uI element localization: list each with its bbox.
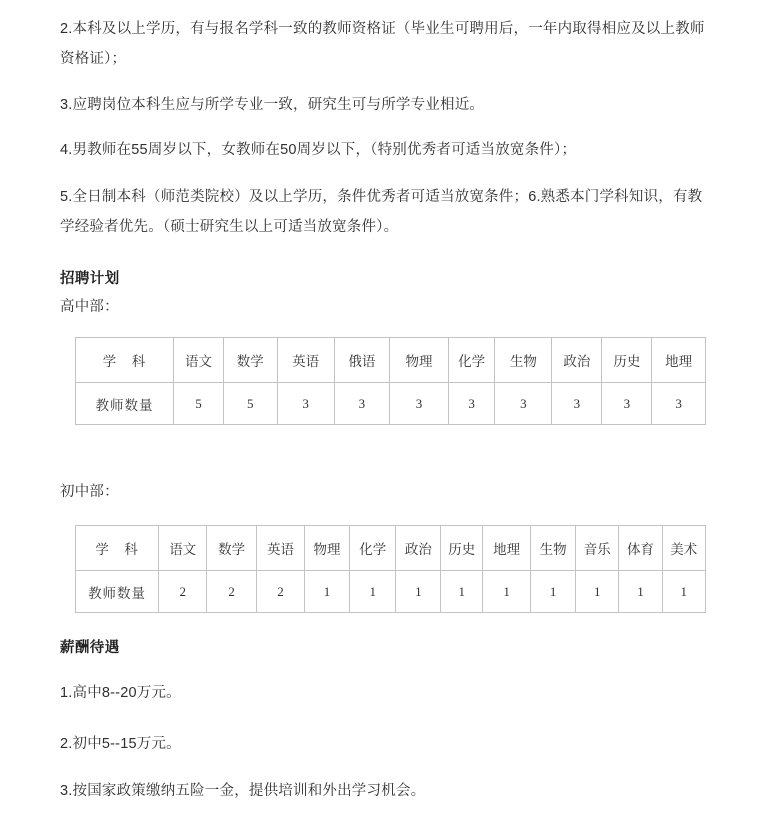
high-school-plan-table: [75, 337, 706, 425]
count-cell: 3: [495, 383, 552, 425]
salary-item-2: 2.初中5--15万元。: [60, 736, 181, 752]
middle-school-plan-table-wrapper: [75, 525, 706, 613]
requirement-item-5: 5.全日制本科（师范类院校）及以上学历，条件优秀者可适当放宽条件；6.熟悉本门学科知识，有教学经验者优先。（硕士研究生以上可适当放宽条件）。: [60, 189, 703, 235]
count-cell: 2: [159, 571, 207, 613]
subject-cell: 历史: [441, 526, 483, 571]
count-cell: 3: [652, 383, 706, 425]
count-cell: 1: [305, 571, 350, 613]
subject-cell: 数学: [207, 526, 257, 571]
subject-cell: 物理: [390, 338, 449, 383]
subject-cell: 地理: [652, 338, 706, 383]
count-cell: 3: [334, 383, 389, 425]
row-header-teacher-count: 教师数量: [76, 571, 159, 613]
subject-cell: 音乐: [576, 526, 619, 571]
subject-cell: 语文: [159, 526, 207, 571]
subject-cell: 俄语: [334, 338, 389, 383]
count-cell: 1: [483, 571, 531, 613]
subject-cell: 政治: [396, 526, 441, 571]
count-cell: 3: [552, 383, 602, 425]
subject-cell: 美术: [662, 526, 705, 571]
table-row: [76, 383, 706, 425]
subject-cell: 数学: [223, 338, 277, 383]
count-cell: 1: [531, 571, 576, 613]
table-row: [76, 526, 706, 571]
section-heading-recruit-plan: 招聘计划: [60, 271, 120, 287]
count-cell: 1: [396, 571, 441, 613]
count-cell: 2: [207, 571, 257, 613]
requirement-item-3: 3.应聘岗位本科生应与所学专业一致，研究生可与所学专业相近。: [60, 97, 485, 113]
subject-cell: 化学: [448, 338, 494, 383]
subject-cell: 体育: [619, 526, 662, 571]
table-row: [76, 571, 706, 613]
subject-cell: 语文: [174, 338, 224, 383]
table-row: [76, 338, 706, 383]
requirement-item-2: 2.本科及以上学历，有与报名学科一致的教师资格证（毕业生可聘用后，一年内取得相应及以上教师资格证）；: [60, 21, 705, 67]
count-cell: 1: [576, 571, 619, 613]
high-school-plan-table-wrapper: [75, 337, 706, 425]
count-cell: 1: [662, 571, 705, 613]
subject-cell: 生物: [495, 338, 552, 383]
subject-cell: 政治: [552, 338, 602, 383]
section-heading-salary: 薪酬待遇: [60, 640, 120, 656]
subject-cell: 生物: [531, 526, 576, 571]
count-cell: 3: [277, 383, 334, 425]
count-cell: 1: [349, 571, 396, 613]
requirement-item-4: 4.男教师在55周岁以下，女教师在50周岁以下，（特别优秀者可适当放宽条件）；: [60, 142, 577, 158]
salary-item-1: 1.高中8--20万元。: [60, 685, 181, 701]
count-cell: 3: [390, 383, 449, 425]
subsection-label-middle-school: 初中部：: [60, 484, 119, 500]
subject-cell: 地理: [483, 526, 531, 571]
salary-item-3: 3.按国家政策缴纳五险一金，提供培训和外出学习机会。: [60, 783, 426, 799]
subject-cell: 历史: [602, 338, 652, 383]
row-header-teacher-count: 教师数量: [76, 383, 174, 425]
middle-school-plan-table: [75, 525, 706, 613]
count-cell: 3: [448, 383, 494, 425]
subject-cell: 化学: [349, 526, 396, 571]
row-header-subject: 学 科: [76, 338, 174, 383]
subject-cell: 英语: [277, 338, 334, 383]
subject-cell: 物理: [305, 526, 350, 571]
subject-cell: 英语: [256, 526, 304, 571]
count-cell: 3: [602, 383, 652, 425]
count-cell: 5: [223, 383, 277, 425]
count-cell: 1: [441, 571, 483, 613]
subsection-label-high-school: 高中部：: [60, 299, 119, 315]
row-header-subject: 学 科: [76, 526, 159, 571]
count-cell: 2: [256, 571, 304, 613]
count-cell: 5: [174, 383, 224, 425]
count-cell: 1: [619, 571, 662, 613]
